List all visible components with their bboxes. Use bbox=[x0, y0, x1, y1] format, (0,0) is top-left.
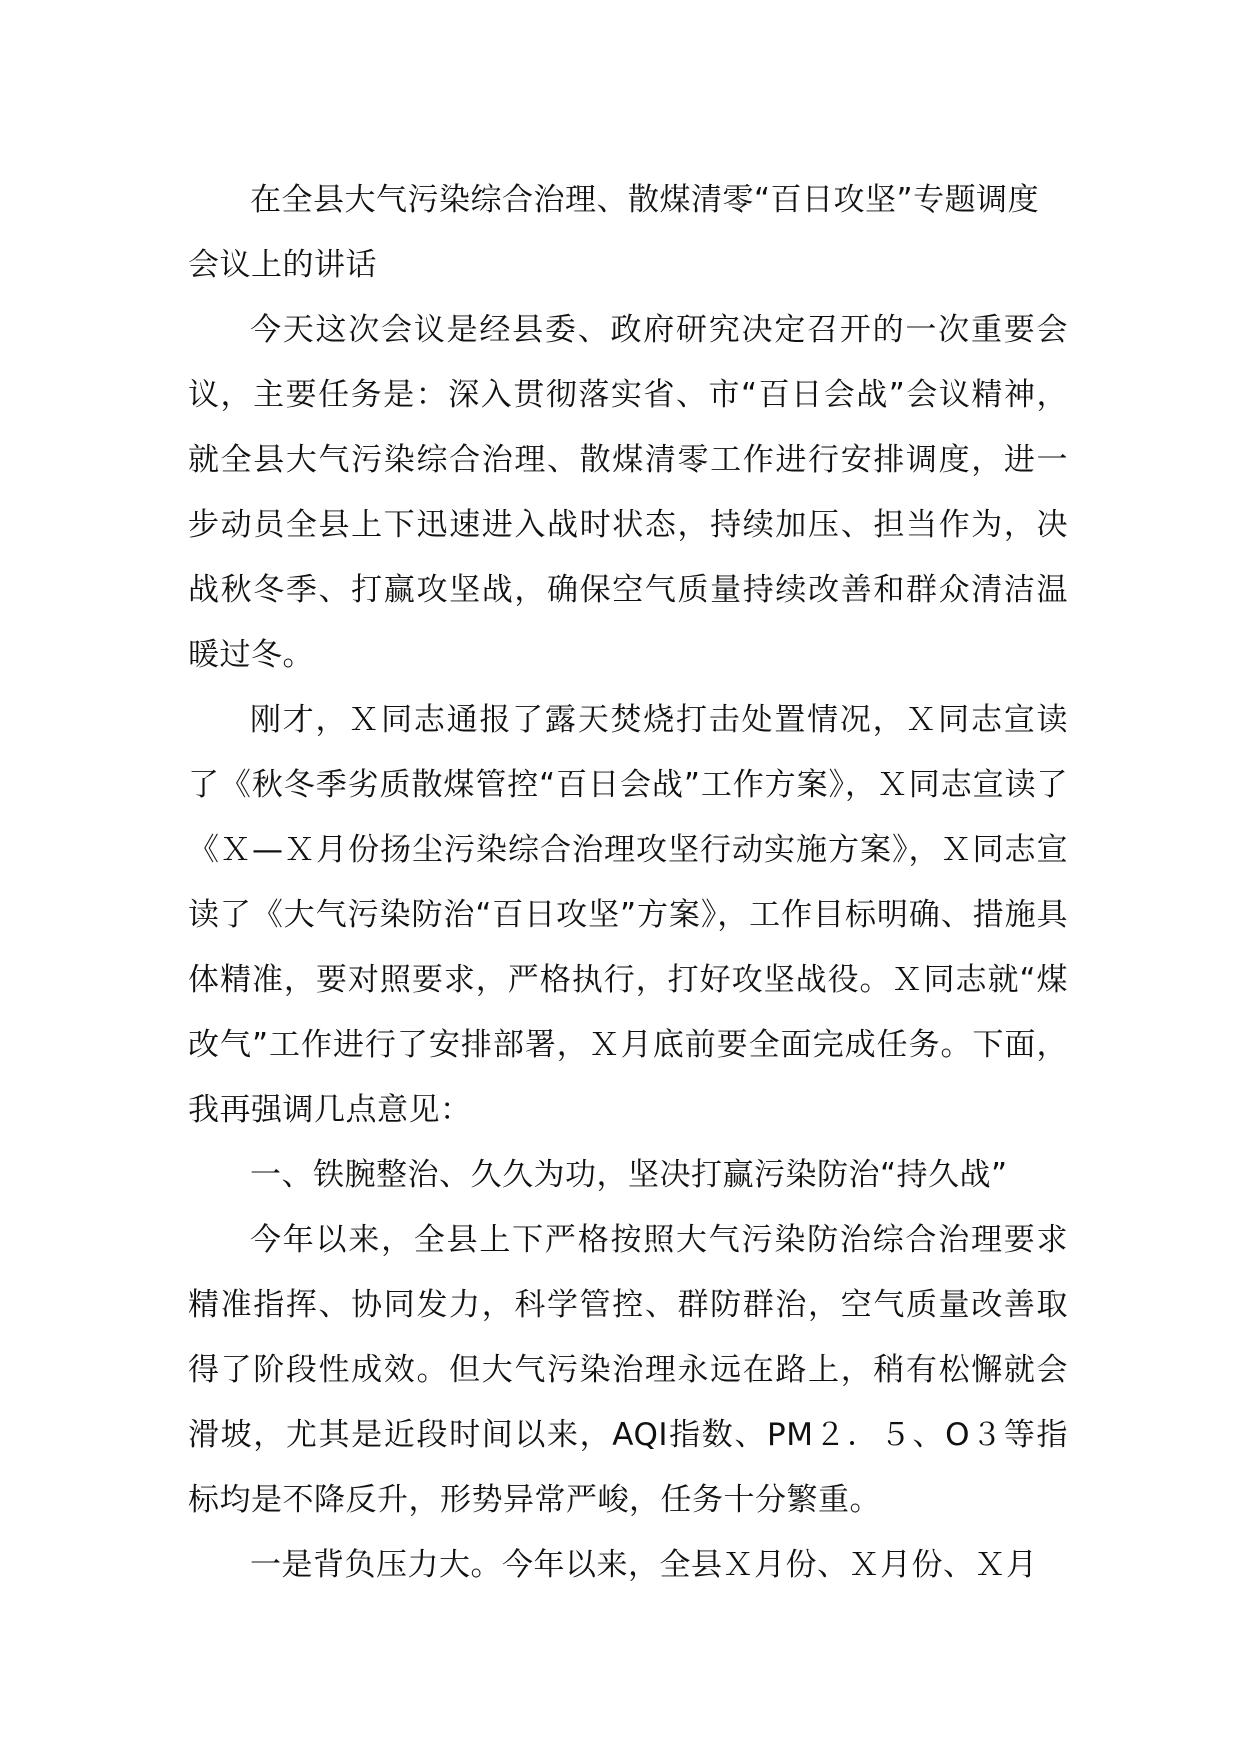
document-page bbox=[188, 168, 1068, 1598]
paragraph-pressure: 一是背负压力大。今年以来，全县Ｘ月份、Ｘ月份、Ｘ月 bbox=[250, 1547, 1038, 1583]
paragraph-meeting-purpose: 今天这次会议是经县委、政府研究决定召开的一次重要会议，主要任务是：深入贯彻落实省、市“百日会战”会议精神，就全县大气污染综合治理、散煤清零工作进行安排调度，进一步动员全县上下迅速进入战时状态，持续加压、担当作为，决战秋冬季、打赢攻坚战，确保空气质量持续改善和群众清洁温暖过冬。 bbox=[188, 312, 1068, 673]
section-heading-one: 一、铁腕整治、久久为功，坚决打赢污染防治“持久战” bbox=[250, 1157, 1008, 1193]
paragraph-reports-summary: 刚才，Ｘ同志通报了露天焚烧打击处置情况，Ｘ同志宣读了《秋冬季劣质散煤管控“百日会战”工作方案》，Ｘ同志宣读了《Ｘ—Ｘ月份扬尘污染综合治理攻坚行动实施方案》，Ｘ同志宣读了《大气污染防治“百日攻坚”方案》，工作目标明确、措施具体精准，要对照要求，严格执行，打好攻坚战役。Ｘ同志就“煤改气”工作进行了安排部署，Ｘ月底前要全面完成任务。下面，我再强调几点意见： bbox=[188, 702, 1068, 1128]
document-title: 在全县大气污染综合治理、散煤清零“百日攻坚”专题调度会议上的讲话 bbox=[188, 182, 1040, 283]
paragraph-situation: 今年以来，全县上下严格按照大气污染防治综合治理要求精准指挥、协同发力，科学管控、群防群治，空气质量改善取得了阶段性成效。但大气污染治理永远在路上，稍有松懈就会滑坡，尤其是近段时间以来，AQI指数、PM２．５、O３等指标均是不降反升，形势异常严峻，任务十分繁重。 bbox=[188, 1222, 1068, 1518]
